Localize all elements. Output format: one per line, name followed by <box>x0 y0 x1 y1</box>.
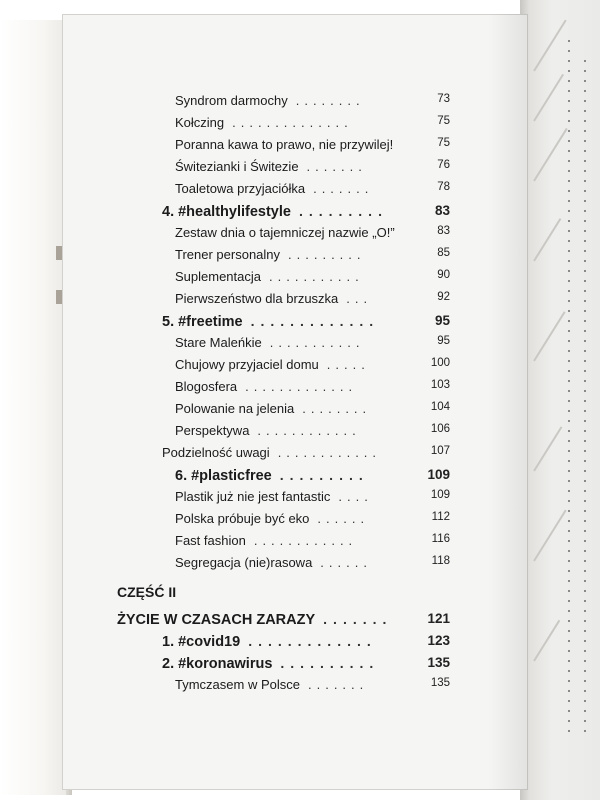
toc-section-entry <box>175 379 450 394</box>
toc-chapter-entry <box>117 611 450 628</box>
dot-leader: ...... <box>320 555 372 570</box>
dot-leader: ....... <box>306 159 367 174</box>
mirrored-text-line <box>533 20 566 72</box>
entry-title: Świtezianki i Świtezie <box>175 159 299 174</box>
dot-leader: ........... <box>269 335 365 350</box>
entry-title: Polska próbuje być eko <box>175 511 310 526</box>
toc-section-entry <box>175 181 450 196</box>
toc-chapter-entry <box>175 467 450 484</box>
mirrored-text-line <box>533 74 564 122</box>
toc-chapter-entry <box>162 313 450 330</box>
entry-title: Plastik już nie jest fantastic <box>175 489 331 504</box>
toc-section-entry <box>175 533 450 548</box>
toc-section-entry <box>175 489 450 504</box>
entry-title: Toaletowa przyjaciółka <box>175 181 306 196</box>
toc-section-entry <box>175 401 450 416</box>
dot-leader: ....... <box>313 181 374 196</box>
toc-section-entry <box>175 357 450 372</box>
entry-title: 4. #healthylifestyle <box>162 204 291 220</box>
page-number: 95 <box>437 335 450 347</box>
entry-title: 6. #plasticfree <box>175 468 272 484</box>
page-number: 95 <box>434 313 450 328</box>
toc-section-entry <box>175 335 450 350</box>
entry-title: ŻYCIE W CZASACH ZARAZY <box>117 612 316 628</box>
entry-title: Syndrom darmochy <box>175 93 288 108</box>
toc-section-entry <box>175 159 450 174</box>
toc-section-entry <box>175 555 450 570</box>
entry-title: 1. #covid19 <box>162 634 241 650</box>
toc-section-entry <box>175 677 450 692</box>
dot-leader: ..... <box>326 357 370 372</box>
dot-leader: ........ <box>302 401 372 416</box>
toc-section-entry <box>175 115 450 130</box>
entry-title: Segregacja (nie)rasowa <box>175 555 313 570</box>
dot-leader: ...... <box>317 511 370 526</box>
entry-title: Tymczasem w Polsce <box>175 677 300 692</box>
dot-leader: ........... <box>269 269 364 284</box>
page-number: 135 <box>427 655 450 670</box>
entry-title: Poranna kawa to prawo, nie przywilej! <box>175 137 394 152</box>
entry-title: Pierwszeństwo dla brzuszka <box>175 291 339 306</box>
page-number: 123 <box>427 633 450 648</box>
page-number: 106 <box>430 423 450 435</box>
page-number: 118 <box>431 555 450 567</box>
page-number: 103 <box>430 379 450 391</box>
toc-chapter-entry <box>162 655 450 672</box>
mirrored-text-line <box>533 426 562 471</box>
page-number: 73 <box>437 93 450 105</box>
entry-title: Chujowy przyjaciel domu <box>175 357 319 372</box>
toc-section-entry <box>175 423 450 438</box>
entry-title: Suplementacja <box>175 269 261 284</box>
entry-title: 2. #koronawirus <box>162 656 273 672</box>
page-number: 76 <box>437 159 450 171</box>
toc-section-entry <box>175 511 450 526</box>
dot-leader: ............ <box>277 445 382 460</box>
toc-section-entry <box>175 137 450 152</box>
mirrored-text-line <box>533 128 568 182</box>
entry-title: Fast fashion <box>175 533 246 548</box>
dot-leader: ............ <box>253 533 358 548</box>
page-number: 109 <box>427 467 450 482</box>
dot-leader: ... <box>346 291 373 306</box>
toc-section-entry <box>175 93 450 108</box>
entry-title: 5. #freetime <box>162 314 243 330</box>
page-number: 135 <box>430 677 450 689</box>
dot-leader: ........ <box>295 93 365 108</box>
dot-leader: ....... <box>307 677 369 692</box>
mirrored-text-line <box>533 218 561 261</box>
dot-leaders <box>584 60 586 740</box>
dot-leader: ......... <box>298 203 388 219</box>
entry-title: Trener personalny <box>175 247 281 262</box>
dot-leaders <box>568 40 570 740</box>
dot-leader: .... <box>338 489 373 504</box>
page-number: 100 <box>430 357 450 369</box>
page-number: 112 <box>431 511 450 523</box>
toc-chapter-entry <box>162 633 450 650</box>
toc-chapter-entry <box>162 203 450 220</box>
page-number: 104 <box>430 401 450 413</box>
mirrored-text-line <box>533 311 565 361</box>
mirrored-text-line <box>533 620 560 662</box>
dot-leader: ......... <box>279 467 369 483</box>
page-number: 75 <box>437 137 450 149</box>
page-number: 121 <box>427 611 450 626</box>
page-number: 92 <box>437 291 450 303</box>
dot-leader: ....... <box>323 611 393 627</box>
page-number: 85 <box>437 247 450 259</box>
toc-section-entry <box>175 269 450 284</box>
entry-title: Polowanie na jelenia <box>175 401 295 416</box>
page-number: 109 <box>430 489 450 501</box>
toc-section-entry <box>175 247 450 262</box>
entry-title: Perspektywa <box>175 423 250 438</box>
dot-leader: ......... <box>288 247 366 262</box>
entry-title: Kołczing <box>175 115 225 130</box>
dot-leader: ............. <box>248 633 377 649</box>
page-number: 83 <box>437 225 450 237</box>
dot-leader: .............. <box>232 115 353 130</box>
entry-title: Blogosfera <box>175 379 238 394</box>
page-number: 90 <box>437 269 450 281</box>
entry-title: Podzielność uwagi <box>162 445 270 460</box>
next-page-edge <box>520 0 600 800</box>
dot-leader: ............. <box>250 313 380 329</box>
dot-leader: ............ <box>257 423 361 438</box>
page-number: 75 <box>437 115 450 127</box>
dot-leader: .......... <box>280 655 380 671</box>
entry-title: Zestaw dnia o tajemniczej nazwie „O!” <box>175 225 395 240</box>
toc-section-entry <box>175 291 450 306</box>
mirrored-text-line <box>533 510 566 562</box>
entry-title: Stare Maleńkie <box>175 335 262 350</box>
page-number: 107 <box>430 445 450 457</box>
dot-leader: ............. <box>245 379 358 394</box>
toc-section-entry <box>162 445 450 460</box>
part-heading: CZĘŚĆ II <box>117 584 177 600</box>
page-number: 83 <box>434 203 450 218</box>
page-gutter-shadow <box>488 14 528 790</box>
page-number: 78 <box>437 181 450 193</box>
page-number: 116 <box>431 533 450 545</box>
toc-section-entry <box>175 225 450 240</box>
